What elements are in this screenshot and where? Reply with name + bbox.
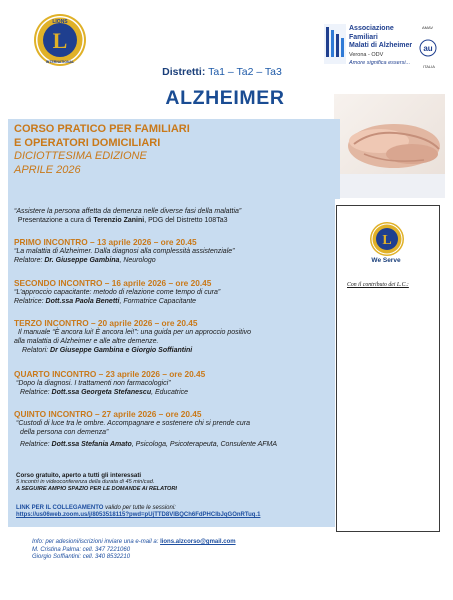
course-edition: DICIOTTESIMA EDIZIONE (14, 150, 147, 162)
presented-prefix: Presentazione a cura di (17, 217, 94, 225)
session-speaker-line (14, 297, 336, 306)
svg-text:L: L (52, 28, 68, 53)
session-1 (14, 237, 336, 265)
contact-email-link[interactable]: lions.alzcorso@gmail.com (160, 539, 236, 545)
session-5 (14, 409, 336, 450)
session-topic: “La malattia di Alzheimer. Dalla diagnosi alla complessità assistenziale” (14, 248, 235, 255)
we-serve-motto: We Serve (371, 257, 401, 264)
session-4 (14, 369, 336, 397)
session-3 (14, 318, 336, 356)
info-email-line (32, 539, 236, 547)
hands-photo (334, 94, 445, 198)
course-line2: E OPERATORI DOMICILIARI (14, 136, 161, 149)
presenter-name: Terenzio Zanini (93, 217, 145, 225)
link-note: valido per tutte le sessioni: (103, 505, 176, 511)
contact-soffiantini: Giorgio Soffiantini: cell. 340 8532210 (32, 554, 131, 561)
session-heading: QUINTO INCONTRO – 27 aprile 2026 – ore 20.45 (14, 409, 202, 419)
association-tag-top: AMAV (422, 25, 434, 30)
session-2 (14, 278, 336, 306)
svg-text:INTERNATIONAL: INTERNATIONAL (45, 60, 75, 64)
lions-club-logo (33, 13, 87, 67)
contact-info (32, 539, 236, 562)
speaker-name: Dott.ssa Paola Benetti (45, 298, 120, 306)
speaker-name: Dott.ssa Stefania Amato (51, 441, 132, 449)
session-heading: SECONDO INCONTRO – 16 aprile 2026 – ore 20.45 (14, 278, 212, 288)
lions-small-logo (369, 221, 405, 257)
svg-text:au: au (423, 44, 433, 53)
svg-text:L: L (382, 233, 392, 248)
association-tag-bottom: ITALIA (423, 64, 435, 69)
intro-presenter-line (14, 216, 336, 225)
speaker-label: Relatrice: (14, 298, 46, 306)
course-line1: CORSO PRATICO PER FAMILIARI (14, 123, 190, 135)
speaker-label: Relatrice: (20, 441, 52, 449)
free-course-note (16, 472, 336, 479)
speaker-role: , Formatrice Capacitante (119, 298, 197, 306)
presented-suffix: , PDG del Distretto 108Ta3 (144, 217, 228, 225)
session-speaker-line (14, 440, 336, 449)
session-heading: TERZO INCONTRO – 20 aprile 2026 – ore 20.45 (14, 318, 198, 328)
session-topic: “Custodi di luce tra le ombre. Accompagnare e sostenere chi si prende cura (16, 420, 250, 427)
intro-block (14, 207, 336, 226)
association-line2: Malati di Alzheimer (349, 42, 413, 49)
speaker-label: Relatori: (22, 347, 51, 355)
speaker-role: , Neurologo (119, 257, 156, 265)
association-line3: Verona - ODV (349, 51, 384, 58)
course-title-block (14, 123, 190, 177)
speaker-name: Dr Giuseppe Gambina e Giorgio Soffiantini (50, 347, 193, 355)
session-speaker-line (14, 388, 336, 397)
districts-value: Ta1 – Ta2 – Ta3 (208, 66, 282, 78)
session-topic: “L’approccio capacitante: metodo di relazione come tempo di cura” (14, 289, 221, 296)
session-speaker-line (14, 346, 336, 355)
followup-note: A SEGUIRE AMPIO SPAZIO PER LE DOMANDE AI RELATORI (16, 486, 177, 492)
intro-quote: “Assistere la persona affetta da demenza nelle diverse fasi della malattia” (14, 208, 242, 215)
course-date: APRILE 2026 (14, 163, 81, 176)
speaker-label: Relatore: (14, 257, 45, 265)
session-topic: Il manuale “È ancora lui! È ancora lei!”: una guida per un approccio positivo (18, 329, 252, 336)
svg-text:LIONS: LIONS (52, 19, 68, 25)
session-speaker-line (14, 256, 336, 265)
format-note: 5 incontri in videoconferenza della durata di 45 min/cad. (16, 479, 155, 485)
zoom-link[interactable]: https://us06web.zoom.us/j/8053518115?pwd=pUjTTD8VIBQCh6FdPHCIbJqGOnRTuq.1 (16, 512, 261, 518)
link-caption (16, 505, 336, 512)
districts-line (122, 66, 322, 78)
free-course-text: Corso gratuito, aperto a tutti gli interessati (16, 472, 142, 479)
session-topic-cont: della persona con demenza” (20, 429, 109, 437)
session-topic: “Dopo la diagnosi. I trattamenti non farmacologici” (16, 380, 171, 387)
speaker-name: Dr. Giuseppe Gambina (44, 257, 120, 265)
contact-palma: M. Cristina Palma: cell. 347 7221060 (32, 546, 131, 553)
association-motto: Amore significa essersi... (349, 60, 411, 66)
contribution-label: Con il contributo dei L.C.: (347, 282, 409, 288)
speaker-role: , Psicologa, Psicoterapeuta, Consulente AFMA (131, 441, 278, 449)
session-heading: QUARTO INCONTRO – 23 aprile 2026 – ore 20.45 (14, 369, 206, 379)
course-notes (16, 472, 336, 493)
districts-label: Distretti: (162, 66, 206, 78)
speaker-role: , Educatrice (151, 389, 189, 397)
association-name (349, 25, 419, 68)
association-line1: Associazione Familiari (349, 25, 394, 41)
session-heading: PRIMO INCONTRO – 13 aprile 2026 – ore 20.45 (14, 237, 197, 247)
link-block (16, 505, 336, 519)
speaker-name: Dott.ssa Georgeta Stefanescu (51, 389, 152, 397)
speaker-label: Relatrice: (20, 389, 52, 397)
page-title: ALZHEIMER (165, 87, 285, 109)
info-prefix: Info: per adesioni/iscrizioni inviare una e-mail a: (32, 539, 161, 545)
link-label: LINK PER IL COLLEGAMENTO (16, 505, 104, 511)
session-topic-cont: alla malattia di Alzheimer e alle altre demenze. (14, 338, 159, 346)
